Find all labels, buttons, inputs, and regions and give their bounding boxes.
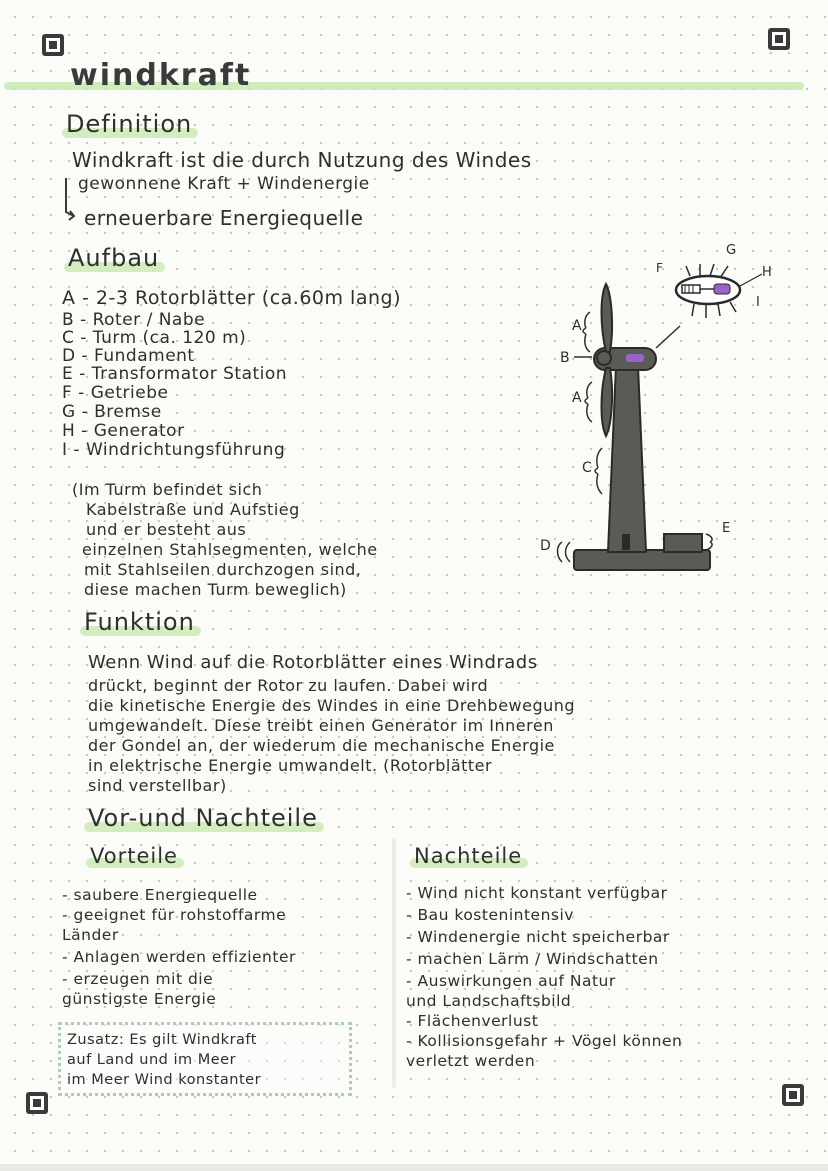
page-bottom-edge: [0, 1164, 828, 1171]
nachteile-heading: [414, 844, 522, 868]
aufbau-item-g: G - Bremse: [62, 402, 162, 422]
nachteile-item-9: verletzt werden: [406, 1052, 536, 1070]
nachteile-item-3: - Windenergie nicht speicherbar: [406, 928, 670, 946]
funktion-line-7: sind verstellbar): [88, 776, 227, 795]
hub-shape: [597, 351, 611, 365]
nachteile-item-6: und Landschaftsbild: [406, 992, 572, 1010]
diagram-label-f: F: [656, 261, 663, 275]
aufbau-item-d: D - Fundament: [62, 346, 195, 366]
zusatz-line-3: im Meer Wind konstanter: [67, 1072, 262, 1088]
funktion-line-4: umgewandelt. Diese treibt einen Generator im Inneren: [88, 716, 554, 735]
aufbau-item-a: A - 2-3 Rotorblätter (ca.60m lang): [62, 287, 401, 309]
corner-marker-top-right-icon: [768, 28, 790, 50]
zusatz-line-1: Zusatz: Es gilt Windkraft: [67, 1032, 257, 1048]
corner-marker-top-left-icon: [42, 34, 64, 56]
nachteile-item-7: - Flächenverlust: [406, 1012, 539, 1030]
vornach-heading: [88, 804, 318, 832]
aufbau-note-line-5: mit Stahlseilen durchzogen sind,: [84, 560, 362, 579]
diagram-label-a-top: A: [572, 318, 582, 334]
vorteile-item-3: Länder: [62, 926, 119, 944]
definition-heading-text: Definition: [66, 110, 193, 138]
diagram-label-b: B: [560, 350, 570, 366]
tower-door-shape: [622, 534, 630, 550]
diagram-label-c: C: [582, 460, 592, 476]
vorteile-item-5: - erzeugen mit die: [62, 970, 214, 988]
vorteile-item-4: - Anlagen werden effizienter: [62, 948, 296, 966]
rotor-blade-upper-shape: [602, 284, 613, 352]
arrow-bracket-icon: [58, 176, 80, 226]
diagram-label-d: D: [540, 538, 551, 554]
funktion-line-3: die kinetische Energie des Windes in eine Drehbewegung: [88, 696, 576, 715]
column-divider: [392, 838, 396, 1088]
definition-line-1: Windkraft ist die durch Nutzung des Windes: [72, 148, 532, 172]
corner-marker-bottom-left-icon: [26, 1092, 48, 1114]
aufbau-item-c: C - Turm (ca. 120 m): [62, 328, 247, 348]
aufbau-note-line-1: (Im Turm befindet sich: [72, 480, 263, 499]
aufbau-item-b: B - Roter / Nabe: [62, 310, 206, 330]
diagram-label-i: I: [756, 295, 760, 310]
aufbau-item-e: E - Transformator Station: [62, 364, 288, 384]
nachteile-item-4: - machen Lärm / Windschatten: [406, 950, 659, 968]
diagram-label-g: G: [726, 243, 737, 258]
rotor-blade-lower-shape: [602, 368, 613, 436]
aufbau-item-i: I - Windrichtungsführung: [62, 440, 286, 460]
corner-marker-bottom-right-icon: [782, 1084, 804, 1106]
vorteile-heading: [90, 844, 178, 868]
funktion-line-2: drückt, beginnt der Rotor zu laufen. Dabei wird: [88, 676, 489, 695]
zusatz-line-2: auf Land und im Meer: [67, 1052, 237, 1068]
nachteile-item-2: - Bau kostenintensiv: [406, 906, 574, 924]
vorteile-heading-text: Vorteile: [90, 844, 178, 868]
vorteile-item-1: - saubere Energiequelle: [62, 886, 258, 904]
nacelle-accent-shape: [626, 354, 644, 362]
aufbau-heading-text: Aufbau: [68, 244, 160, 272]
aufbau-note-line-2: Kabelstraße und Aufstieg: [86, 500, 300, 519]
aufbau-heading: [68, 244, 159, 272]
tower-shape: [608, 366, 646, 552]
zusatz-box: [58, 1022, 352, 1096]
definition-heading: [66, 110, 192, 138]
funktion-line-6: in elektrische Energie umwandelt. (Rotorblätter: [88, 756, 493, 775]
nachteile-item-1: - Wind nicht konstant verfügbar: [406, 884, 668, 902]
vornach-heading-text: Vor-und Nachteile: [88, 804, 318, 832]
vorteile-item-2: - geeignet für rohstoffarme: [62, 906, 287, 924]
funktion-line-5: der Gondel an, der wiederum die mechanische Energie: [88, 736, 555, 755]
diagram-label-e: E: [722, 521, 731, 536]
aufbau-note-line-4: einzelnen Stahlsegmenten, welche: [82, 540, 378, 559]
nachteile-item-8: - Kollisionsgefahr + Vögel können: [406, 1032, 683, 1050]
funktion-line-1: Wenn Wind auf die Rotorblätter eines Windrads: [88, 652, 538, 673]
aufbau-item-h: H - Generator: [62, 421, 185, 441]
nachteile-item-5: - Auswirkungen auf Natur: [406, 972, 616, 990]
definition-line-2: gewonnene Kraft + Windenergie: [78, 174, 370, 194]
aufbau-item-f: F - Getriebe: [62, 383, 169, 403]
vorteile-item-6: günstigste Energie: [62, 990, 217, 1008]
diagram-label-h: H: [762, 265, 772, 280]
nachteile-heading-text: Nachteile: [414, 844, 523, 868]
definition-line-3: erneuerbare Energiequelle: [84, 206, 364, 230]
page-title: windkraft: [70, 58, 252, 93]
funktion-heading-text: Funktion: [84, 608, 195, 636]
wind-turbine-diagram: [530, 236, 800, 582]
aufbau-note-line-3: und er besteht aus: [86, 520, 247, 539]
aufbau-note-line-6: diese machen Turm beweglich): [84, 580, 347, 599]
diagram-label-a-bottom: A: [572, 390, 582, 406]
funktion-heading: [84, 608, 195, 636]
transformer-shape: [664, 534, 702, 552]
